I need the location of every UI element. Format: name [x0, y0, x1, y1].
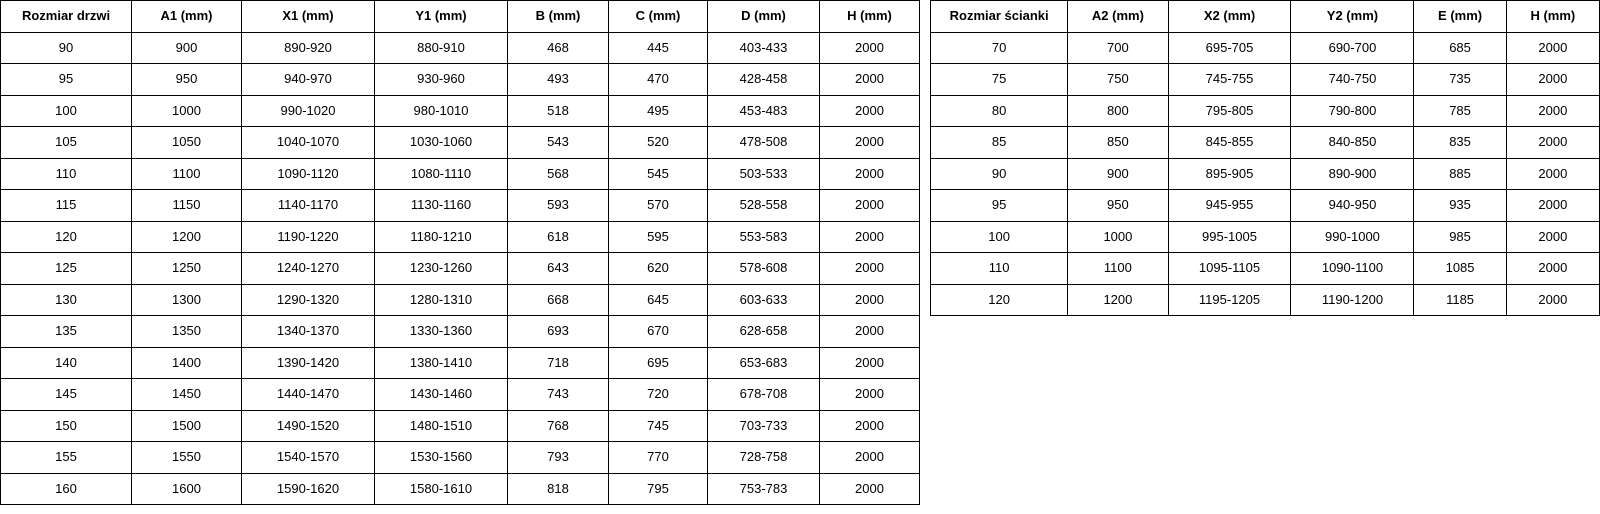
cell: 493	[508, 64, 609, 96]
cell: 495	[609, 95, 708, 127]
cell: 85	[931, 127, 1068, 159]
cell: 900	[132, 32, 242, 64]
cell: 1400	[132, 347, 242, 379]
cell: 620	[609, 253, 708, 285]
cell: 1580-1610	[375, 473, 508, 505]
column-header-h: H (mm)	[1506, 1, 1599, 33]
cell: 1000	[1068, 221, 1168, 253]
cell: 1490-1520	[242, 410, 375, 442]
cell: 670	[609, 316, 708, 348]
cell: 2000	[820, 379, 920, 411]
cell: 880-910	[375, 32, 508, 64]
cell: 628-658	[708, 316, 820, 348]
cell: 990-1020	[242, 95, 375, 127]
column-header-x2: X2 (mm)	[1168, 1, 1291, 33]
cell: 930-960	[375, 64, 508, 96]
cell: 2000	[1506, 158, 1599, 190]
cell: 603-633	[708, 284, 820, 316]
cell: 990-1000	[1291, 221, 1414, 253]
cell: 2000	[1506, 253, 1599, 285]
cell: 703-733	[708, 410, 820, 442]
column-header-rozmiar-drzwi: Rozmiar drzwi	[1, 1, 132, 33]
cell: 750	[1068, 64, 1168, 96]
cell: 543	[508, 127, 609, 159]
cell: 1250	[132, 253, 242, 285]
cell: 2000	[820, 95, 920, 127]
table-row	[931, 284, 1600, 316]
cell: 1195-1205	[1168, 284, 1291, 316]
table-row	[1, 284, 920, 316]
column-header-rozmiar-scianki: Rozmiar ścianki	[931, 1, 1068, 33]
cell: 105	[1, 127, 132, 159]
cell: 553-583	[708, 221, 820, 253]
cell: 1390-1420	[242, 347, 375, 379]
cell: 785	[1414, 95, 1506, 127]
table-row	[931, 127, 1600, 159]
table-row	[1, 32, 920, 64]
cell: 115	[1, 190, 132, 222]
cell: 2000	[820, 127, 920, 159]
cell: 140	[1, 347, 132, 379]
cell: 570	[609, 190, 708, 222]
cell: 528-558	[708, 190, 820, 222]
cell: 2000	[820, 442, 920, 474]
cell: 1590-1620	[242, 473, 375, 505]
cell: 793	[508, 442, 609, 474]
cell: 100	[931, 221, 1068, 253]
cell: 1190-1200	[1291, 284, 1414, 316]
cell: 2000	[820, 473, 920, 505]
cell: 80	[931, 95, 1068, 127]
cell: 125	[1, 253, 132, 285]
cell: 695	[609, 347, 708, 379]
cell: 850	[1068, 127, 1168, 159]
column-header-y2: Y2 (mm)	[1291, 1, 1414, 33]
cell: 2000	[1506, 64, 1599, 96]
cell: 1550	[132, 442, 242, 474]
cell: 2000	[820, 64, 920, 96]
cell: 1040-1070	[242, 127, 375, 159]
cell: 110	[1, 158, 132, 190]
cell: 1230-1260	[375, 253, 508, 285]
cell: 1050	[132, 127, 242, 159]
table-row	[1, 442, 920, 474]
cell: 728-758	[708, 442, 820, 474]
cell: 995-1005	[1168, 221, 1291, 253]
table-row	[931, 95, 1600, 127]
cell: 795-805	[1168, 95, 1291, 127]
cell: 1290-1320	[242, 284, 375, 316]
cell: 743	[508, 379, 609, 411]
cell: 653-683	[708, 347, 820, 379]
table-row	[1, 127, 920, 159]
cell: 1100	[1068, 253, 1168, 285]
column-header-e: E (mm)	[1414, 1, 1506, 33]
cell: 985	[1414, 221, 1506, 253]
column-header-y1: Y1 (mm)	[375, 1, 508, 33]
cell: 120	[1, 221, 132, 253]
cell: 940-950	[1291, 190, 1414, 222]
cell: 735	[1414, 64, 1506, 96]
cell: 445	[609, 32, 708, 64]
cell: 890-900	[1291, 158, 1414, 190]
cell: 2000	[820, 347, 920, 379]
cell: 1280-1310	[375, 284, 508, 316]
cell: 135	[1, 316, 132, 348]
cell: 1095-1105	[1168, 253, 1291, 285]
cell: 1130-1160	[375, 190, 508, 222]
cell: 120	[931, 284, 1068, 316]
cell: 428-458	[708, 64, 820, 96]
column-header-d: D (mm)	[708, 1, 820, 33]
table-row	[1, 221, 920, 253]
cell: 840-850	[1291, 127, 1414, 159]
cell: 1150	[132, 190, 242, 222]
cell: 478-508	[708, 127, 820, 159]
cell: 790-800	[1291, 95, 1414, 127]
cell: 1380-1410	[375, 347, 508, 379]
table-row	[1, 316, 920, 348]
cell: 950	[1068, 190, 1168, 222]
table-row	[1, 473, 920, 505]
cell: 940-970	[242, 64, 375, 96]
table-row	[931, 221, 1600, 253]
cell: 668	[508, 284, 609, 316]
cell: 470	[609, 64, 708, 96]
walls-dimensions-table-container	[930, 0, 1600, 316]
cell: 1240-1270	[242, 253, 375, 285]
cell: 160	[1, 473, 132, 505]
table-row	[1, 253, 920, 285]
cell: 885	[1414, 158, 1506, 190]
cell: 2000	[820, 32, 920, 64]
table-row	[1, 190, 920, 222]
column-header-x1: X1 (mm)	[242, 1, 375, 33]
table-row	[1, 410, 920, 442]
walls-dimensions-table	[930, 0, 1600, 316]
cell: 890-920	[242, 32, 375, 64]
cell: 1185	[1414, 284, 1506, 316]
cell: 718	[508, 347, 609, 379]
cell: 740-750	[1291, 64, 1414, 96]
table-row	[931, 64, 1600, 96]
cell: 1340-1370	[242, 316, 375, 348]
cell: 800	[1068, 95, 1168, 127]
cell: 2000	[820, 284, 920, 316]
cell: 578-608	[708, 253, 820, 285]
cell: 835	[1414, 127, 1506, 159]
cell: 150	[1, 410, 132, 442]
table-row	[1, 347, 920, 379]
cell: 1480-1510	[375, 410, 508, 442]
cell: 2000	[1506, 221, 1599, 253]
cell: 1180-1210	[375, 221, 508, 253]
cell: 110	[931, 253, 1068, 285]
cell: 1600	[132, 473, 242, 505]
cell: 595	[609, 221, 708, 253]
cell: 900	[1068, 158, 1168, 190]
cell: 690-700	[1291, 32, 1414, 64]
cell: 1200	[132, 221, 242, 253]
cell: 1000	[132, 95, 242, 127]
cell: 1140-1170	[242, 190, 375, 222]
cell: 593	[508, 190, 609, 222]
cell: 2000	[1506, 95, 1599, 127]
cell: 2000	[820, 410, 920, 442]
cell: 1330-1360	[375, 316, 508, 348]
table-row	[931, 190, 1600, 222]
cell: 145	[1, 379, 132, 411]
cell: 685	[1414, 32, 1506, 64]
table-row	[1, 158, 920, 190]
cell: 693	[508, 316, 609, 348]
cell: 1300	[132, 284, 242, 316]
cell: 1090-1120	[242, 158, 375, 190]
cell: 950	[132, 64, 242, 96]
cell: 720	[609, 379, 708, 411]
cell: 618	[508, 221, 609, 253]
column-header-c: C (mm)	[609, 1, 708, 33]
cell: 1190-1220	[242, 221, 375, 253]
table-header-row	[931, 1, 1600, 33]
cell: 1440-1470	[242, 379, 375, 411]
cell: 2000	[820, 253, 920, 285]
cell: 753-783	[708, 473, 820, 505]
cell: 678-708	[708, 379, 820, 411]
cell: 845-855	[1168, 127, 1291, 159]
cell: 1100	[132, 158, 242, 190]
cell: 645	[609, 284, 708, 316]
cell: 700	[1068, 32, 1168, 64]
cell: 935	[1414, 190, 1506, 222]
column-header-a2: A2 (mm)	[1068, 1, 1168, 33]
cell: 403-433	[708, 32, 820, 64]
cell: 2000	[820, 190, 920, 222]
cell: 130	[1, 284, 132, 316]
cell: 895-905	[1168, 158, 1291, 190]
table-row	[931, 253, 1600, 285]
table-row	[931, 32, 1600, 64]
cell: 90	[1, 32, 132, 64]
cell: 520	[609, 127, 708, 159]
cell: 2000	[820, 316, 920, 348]
column-header-h: H (mm)	[820, 1, 920, 33]
table-header-row	[1, 1, 920, 33]
table-row	[1, 64, 920, 96]
cell: 95	[1, 64, 132, 96]
cell: 545	[609, 158, 708, 190]
cell: 1090-1100	[1291, 253, 1414, 285]
cell: 518	[508, 95, 609, 127]
cell: 643	[508, 253, 609, 285]
cell: 568	[508, 158, 609, 190]
cell: 1200	[1068, 284, 1168, 316]
cell: 155	[1, 442, 132, 474]
cell: 1540-1570	[242, 442, 375, 474]
cell: 468	[508, 32, 609, 64]
cell: 1030-1060	[375, 127, 508, 159]
cell: 95	[931, 190, 1068, 222]
cell: 695-705	[1168, 32, 1291, 64]
table-row	[931, 158, 1600, 190]
cell: 90	[931, 158, 1068, 190]
column-header-b: B (mm)	[508, 1, 609, 33]
cell: 2000	[1506, 127, 1599, 159]
cell: 100	[1, 95, 132, 127]
cell: 1350	[132, 316, 242, 348]
cell: 2000	[820, 158, 920, 190]
cell: 2000	[820, 221, 920, 253]
cell: 70	[931, 32, 1068, 64]
cell: 1500	[132, 410, 242, 442]
cell: 1530-1560	[375, 442, 508, 474]
cell: 818	[508, 473, 609, 505]
cell: 2000	[1506, 190, 1599, 222]
table-row	[1, 95, 920, 127]
cell: 1450	[132, 379, 242, 411]
cell: 2000	[1506, 284, 1599, 316]
cell: 770	[609, 442, 708, 474]
cell: 980-1010	[375, 95, 508, 127]
cell: 745-755	[1168, 64, 1291, 96]
cell: 945-955	[1168, 190, 1291, 222]
cell: 1430-1460	[375, 379, 508, 411]
cell: 75	[931, 64, 1068, 96]
column-header-a1: A1 (mm)	[132, 1, 242, 33]
cell: 453-483	[708, 95, 820, 127]
cell: 795	[609, 473, 708, 505]
cell: 503-533	[708, 158, 820, 190]
cell: 745	[609, 410, 708, 442]
cell: 1080-1110	[375, 158, 508, 190]
cell: 2000	[1506, 32, 1599, 64]
table-row	[1, 379, 920, 411]
cell: 1085	[1414, 253, 1506, 285]
cell: 768	[508, 410, 609, 442]
